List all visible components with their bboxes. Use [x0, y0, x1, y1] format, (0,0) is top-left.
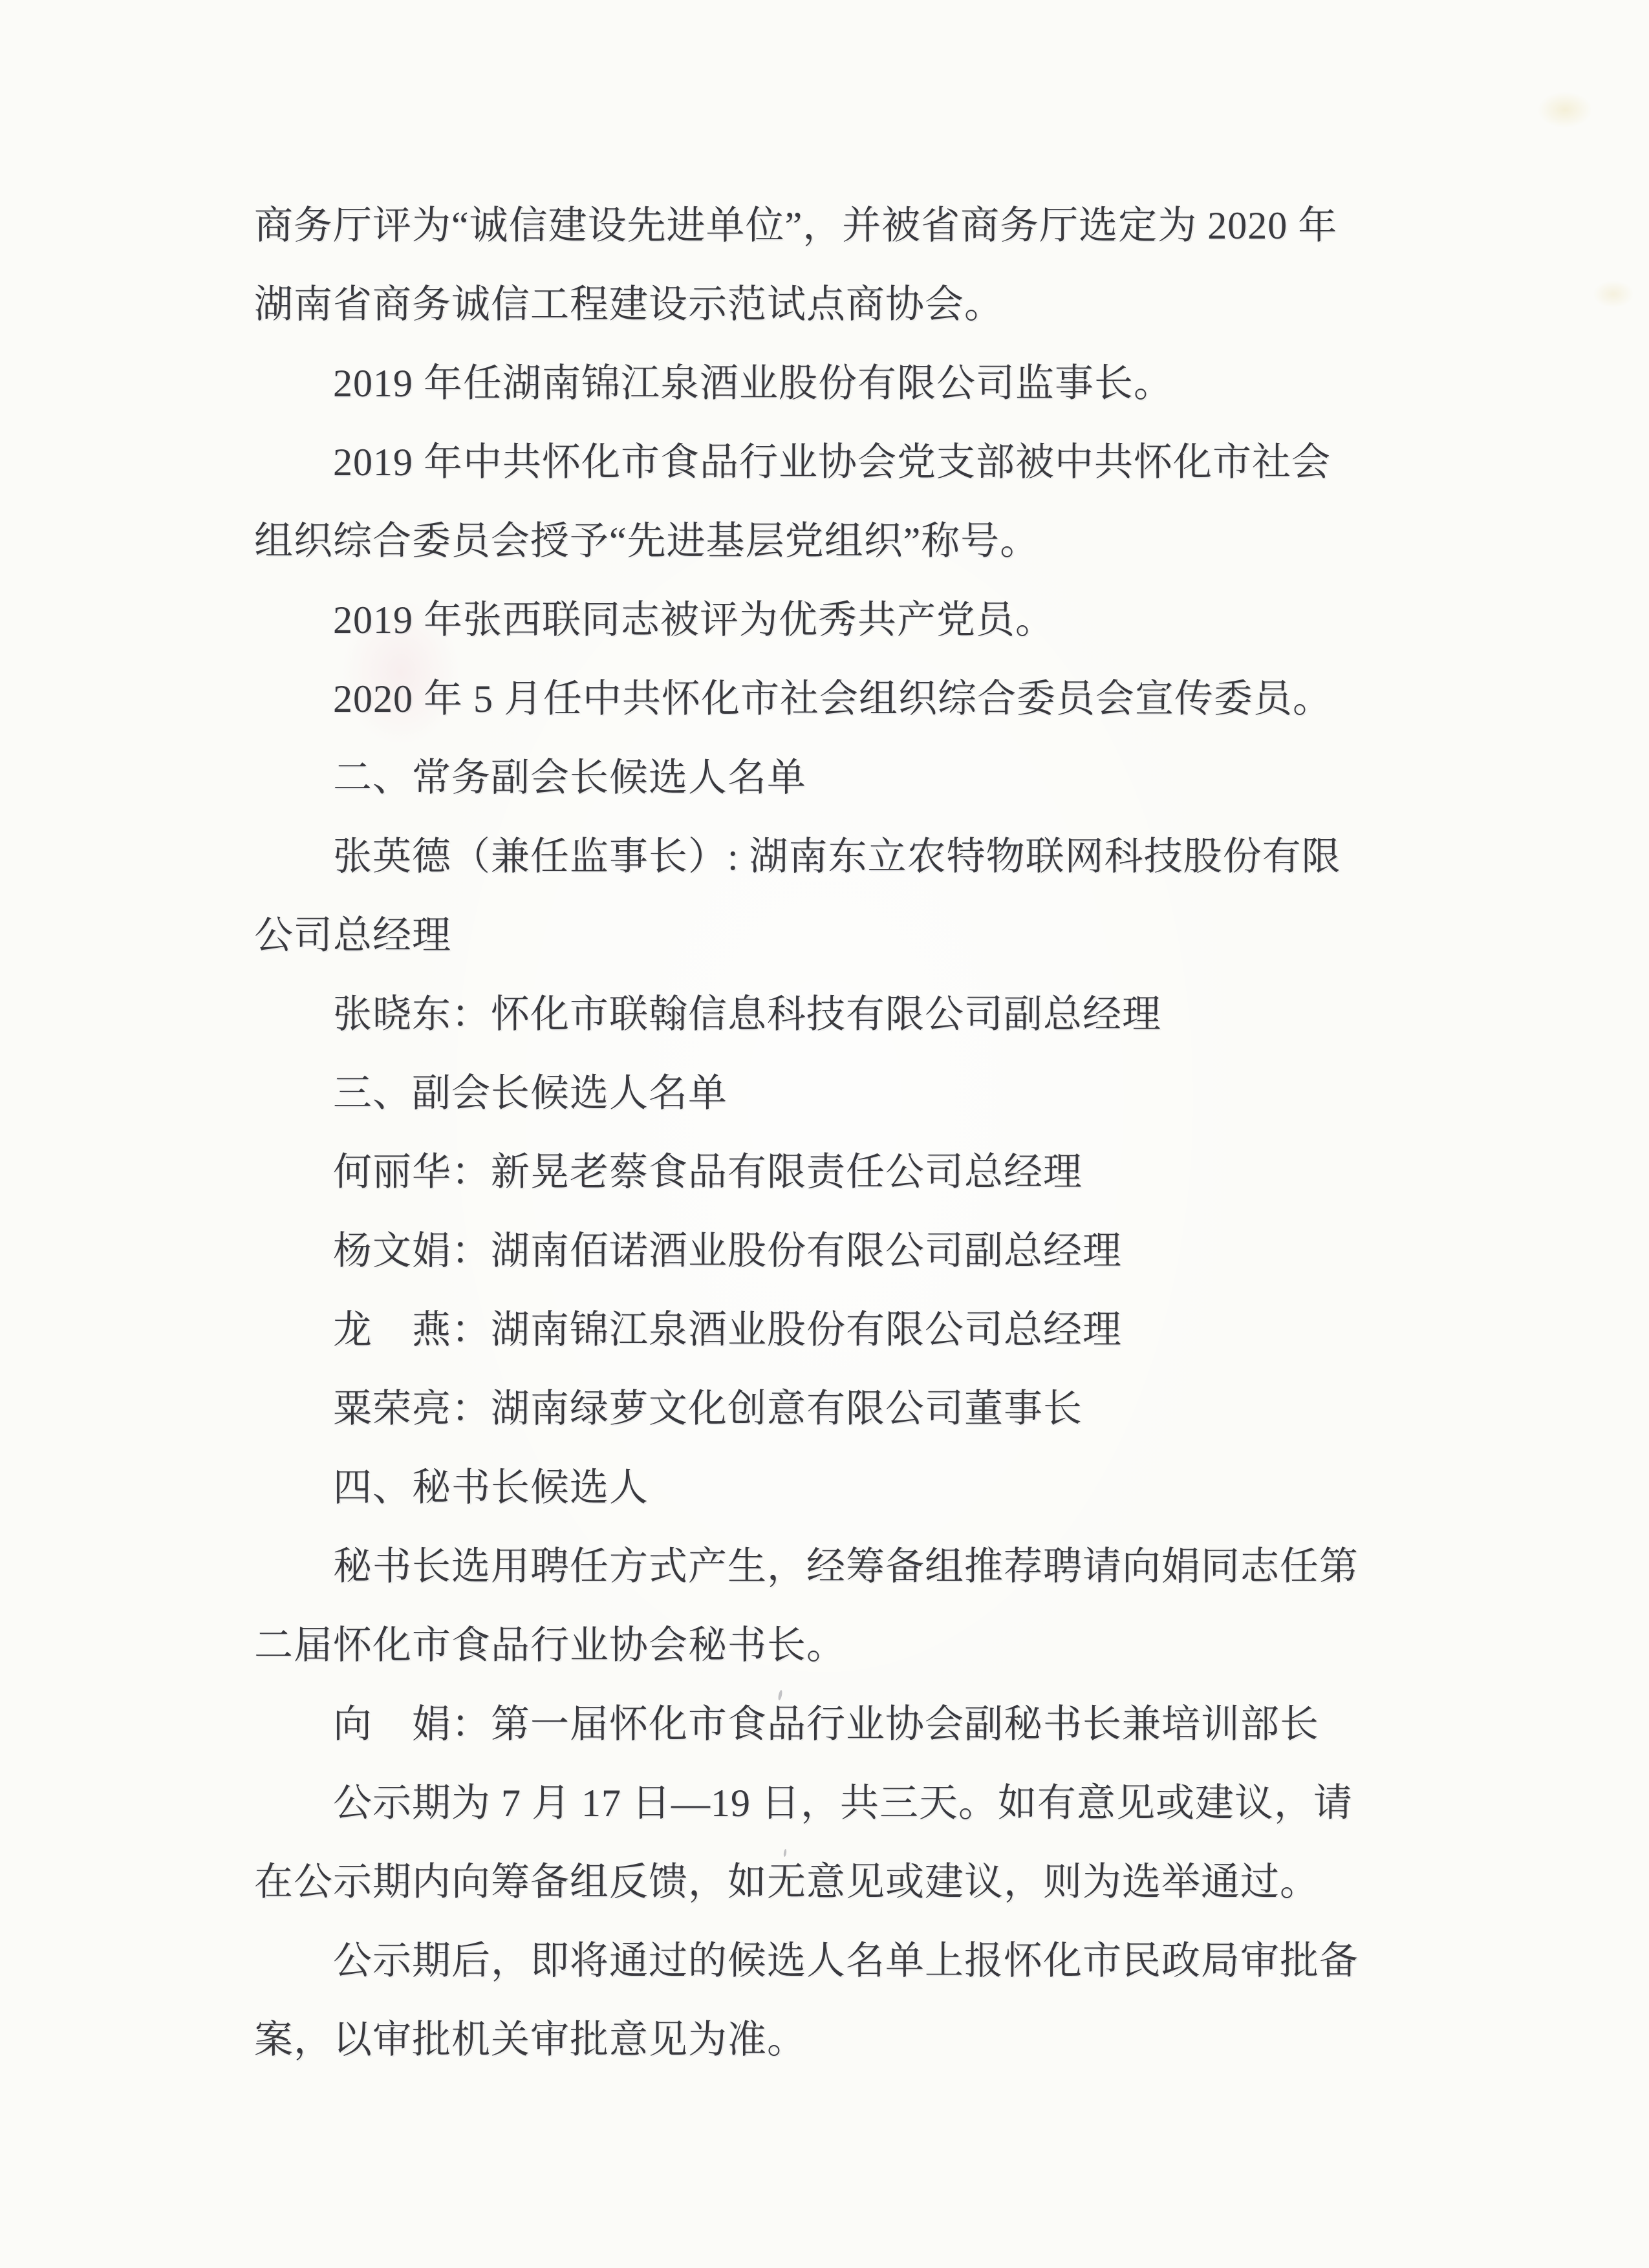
text-line: 三、副会长候选人名单 [333, 1072, 727, 1115]
text-line: 在公示期内向筹备组反馈，如无意见或建议，则为选举通过。 [254, 1861, 1319, 1903]
text-line: 湖南省商务诚信工程建设示范试点商协会。 [254, 283, 1004, 326]
text-line: 向 娟：第一届怀化市食品行业协会副秘书长兼培训部长 [333, 1703, 1319, 1746]
text-block [254, 186, 1425, 2079]
text-line: 公示期为 7 月 17 日—19 日，共三天。如有意见或建议，请 [333, 1782, 1353, 1824]
text-line: 张晓东：怀化市联翰信息科技有限公司副总经理 [333, 993, 1161, 1036]
text-line: 2019 年中共怀化市食品行业协会党支部被中共怀化市社会 [333, 441, 1331, 484]
text-line: 商务厅评为“诚信建设先进单位”，并被省商务厅选定为 2020 年 [254, 204, 1338, 247]
text-line: 四、秘书长候选人 [333, 1466, 649, 1509]
text-line: 二届怀化市食品行业协会秘书长。 [254, 1624, 846, 1667]
text-line: 龙 燕：湖南锦江泉酒业股份有限公司总经理 [333, 1309, 1122, 1351]
text-line: 2019 年张西联同志被评为优秀共产党员。 [333, 599, 1055, 641]
text-line: 二、常务副会长候选人名单 [333, 756, 806, 799]
text-line: 公示期后，即将通过的候选人名单上报怀化市民政局审批备 [333, 1940, 1359, 1982]
text-line: 组织综合委员会授予“先进基层党组织”称号。 [254, 520, 1040, 562]
text-line: 粟荣亮：湖南绿萝文化创意有限公司董事长 [333, 1387, 1083, 1430]
text-line: 张英德（兼任监事长）: 湖南东立农特物联网科技股份有限 [333, 835, 1341, 878]
text-line: 2020 年 5 月任中共怀化市社会组织综合委员会宣传委员。 [333, 678, 1332, 720]
text-line: 公司总经理 [254, 914, 451, 957]
text-line: 秘书长选用聘任方式产生，经筹备组推荐聘请向娟同志任第 [333, 1545, 1359, 1588]
text-line: 杨文娟：湖南佰诺酒业股份有限公司副总经理 [333, 1230, 1122, 1272]
text-line: 案，以审批机关审批意见为准。 [254, 2018, 806, 2061]
text-line: 2019 年任湖南锦江泉酒业股份有限公司监事长。 [333, 362, 1173, 405]
text-line: 何丽华：新晃老蔡食品有限责任公司总经理 [333, 1151, 1083, 1193]
